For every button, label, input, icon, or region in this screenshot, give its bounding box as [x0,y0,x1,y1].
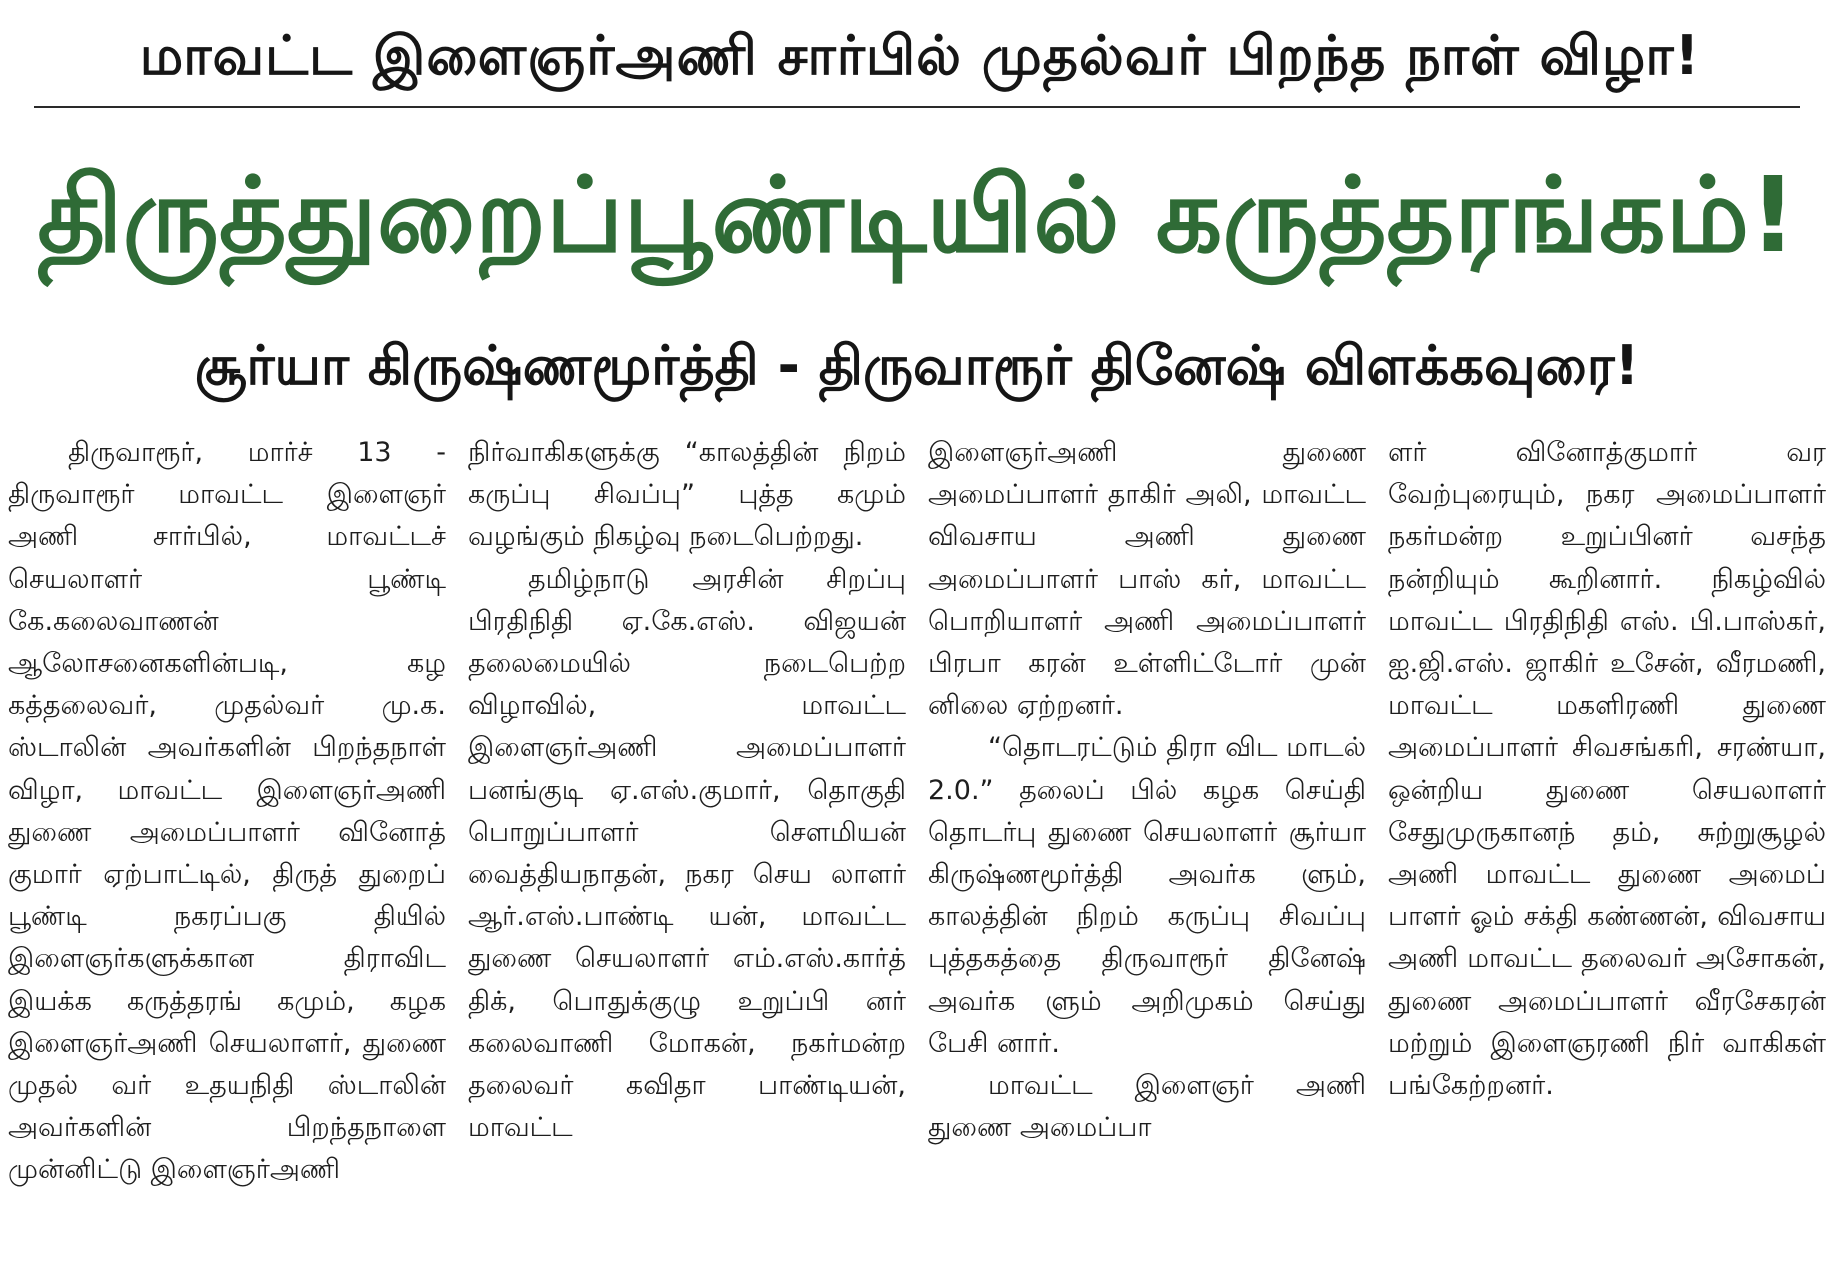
column-2 [468,432,906,1268]
paragraph: நிர்வாகிகளுக்கு “காலத்தின் நிறம் கருப்பு சிவப்பு” புத்த கமும் வழங்கும் நிகழ்வு நடைபெற்றது. [468,437,906,553]
column-1 [8,432,446,1268]
subheadline: சூர்யா கிருஷ்ணமூர்த்தி - திருவாரூர் தினேஷ் விளக்கவுரை! [194,334,1640,397]
paragraph: மாவட்ட இளைஞர் அணி துணை அமைப்பா [928,1070,1366,1144]
column-3 [928,432,1366,1268]
headline: திருத்துறைப்பூண்டியில் கருத்தரங்கம்! [37,154,1797,276]
divider-rule [34,106,1800,108]
paragraph: “தொடரட்டும் திரா விட மாடல் 2.0.” தலைப் பில் கழக செய்தி தொடர்பு துணை செயலாளர் சூர்யா கிருஷ்ணமூர்த்தி அவர்க ளும், காலத்தின் நிறம் கருப்பு சிவப்பு புத்தகத்தை திருவாரூர் தினேஷ் அவர்க ளும் அறிமுகம் செய்து பேசி னார். [928,732,1366,1059]
column-4 [1388,432,1826,1268]
paragraph: தமிழ்நாடு அரசின் சிறப்பு பிரதிநிதி ஏ.கே.எஸ். விஜயன் தலைமையில் நடைபெற்ற விழாவில், மாவட்ட இளைஞர்அணி அமைப்பாளர் பனங்குடி ஏ.எஸ்.குமார், தொகுதி பொறுப்பாளர் சௌமியன் வைத்தியநாதன், நகர செய லாளர் ஆர்.எஸ்.பாண்டி யன், மாவட்ட துணை செயலாளர் எம்.எஸ்.கார்த் திக், பொதுக்குழு உறுப்பி னர் கலைவாணி மோகன், நகர்மன்ற தலைவர் கவிதா பாண்டியன், மாவட்ட [468,563,906,1144]
paragraph: திருவாரூர், மார்ச் 13 - திருவாரூர் மாவட்ட இளைஞர் அணி சார்பில், மாவட்டச் செயலாளர் பூண்டி கே.கலைவாணன் ஆலோசனைகளின்படி, கழ கத்தலைவர், முதல்வர் மு.க. ஸ்டாலின் அவர்களின் பிறந்தநாள் விழா, மாவட்ட இளைஞர்அணி துணை அமைப்பாளர் வினோத் குமார் ஏற்பாட்டில், திருத் துறைப் பூண்டி நகரப்பகு தியில் இளைஞர்களுக்கான திராவிட இயக்க கருத்தரங் கமும், கழக இளைஞர்அணி செயலாளர், துணை முதல் வர் உதயநிதி ஸ்டாலின் அவர்களின் பிறந்தநாளை முன்னிட்டு இளைஞர்அணி [8,437,446,1186]
kicker-line: மாவட்ட இளைஞர்அணி சார்பில் முதல்வர் பிறந்த நாள் விழா! [139,24,1701,87]
paragraph: இளைஞர்அணி துணை அமைப்பாளர் தாகிர் அலி, மாவட்ட விவசாய அணி துணை அமைப்பாளர் பாஸ் கர், மாவட்ட பொறியாளர் அணி அமைப்பாளர் பிரபா கரன் உள்ளிட்டோர் முன் னிலை ஏற்றனர். [928,437,1366,722]
article-body [8,432,1826,1268]
paragraph: ளர் வினோத்குமார் வர வேற்புரையும், நகர அமைப்பாளர் நகர்மன்ற உறுப்பினர் வசந்த நன்றியும் கூறினார். நிகழ்வில் மாவட்ட பிரதிநிதி எஸ். பி.பாஸ்கர், ஐ.ஜி.எஸ். ஜாகிர் உசேன், வீரமணி, மாவட்ட மகளிரணி துணை அமைப்பாளர் சிவசங்கரி, சரண்யா, ஒன்றிய துணை செயலாளர் சேதுமுருகானந் தம், சுற்றுசூழல் அணி மாவட்ட துணை அமைப் பாளர் ஓம் சக்தி கண்ணன், விவசாய அணி மாவட்ட தலைவர் அசோகன், துணை அமைப்பாளர் வீரசேகரன் மற்றும் இளைஞரணி நிர் வாகிகள் பங்கேற்றனர். [1388,437,1826,1102]
